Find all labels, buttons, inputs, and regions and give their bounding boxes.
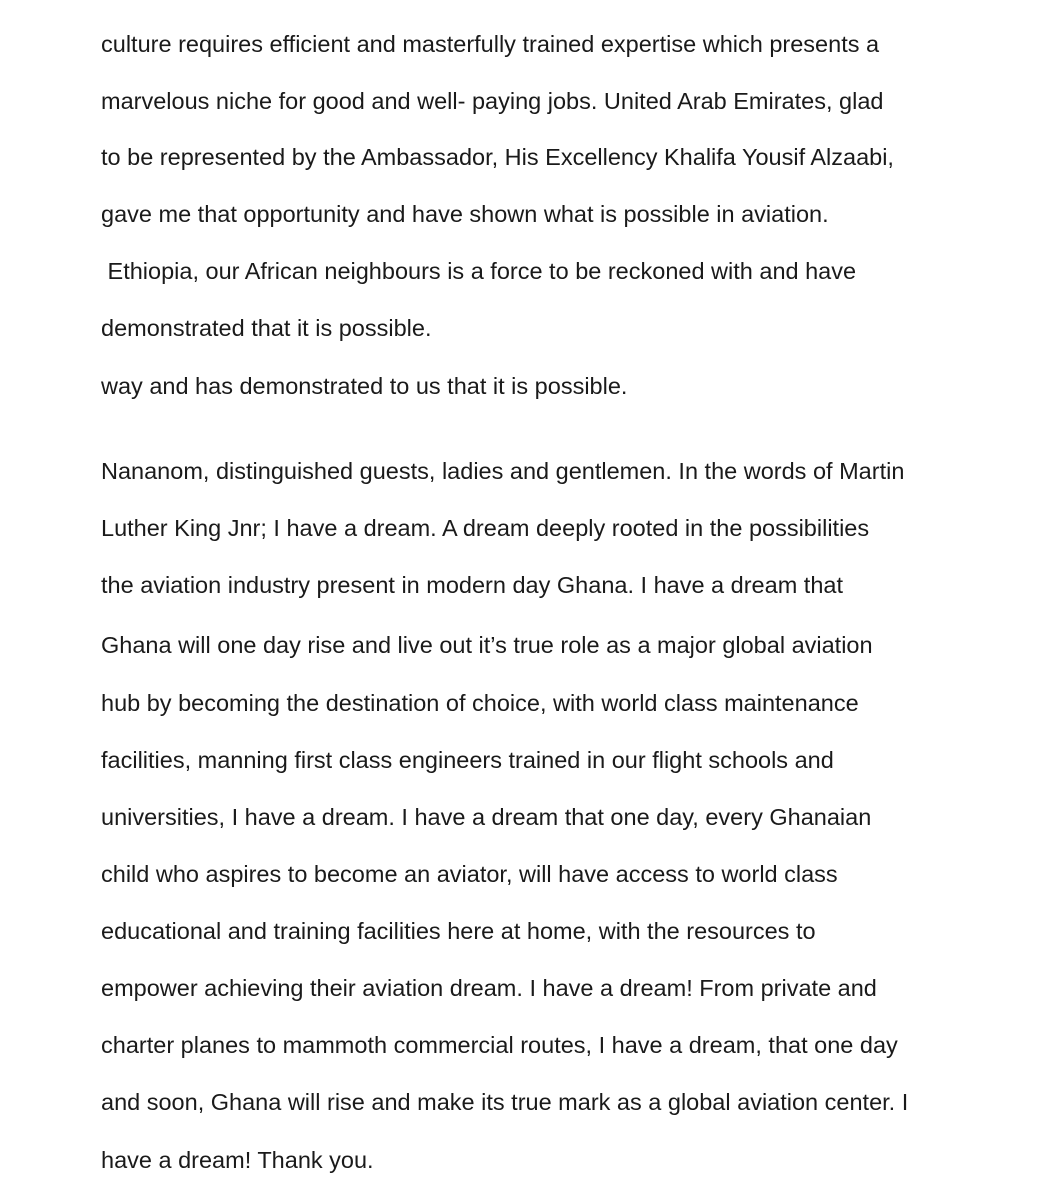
text-line: hub by becoming the destination of choice, with world class maintenance (101, 690, 859, 716)
text-line: child who aspires to become an aviator, will have access to world class (101, 861, 838, 887)
text-line: the aviation industry present in modern day Ghana. I have a dream that (101, 572, 843, 598)
text-line: marvelous niche for good and well- paying jobs. United Arab Emirates, glad (101, 88, 884, 114)
text-line: to be represented by the Ambassador, His Excellency Khalifa Yousif Alzaabi, (101, 144, 894, 170)
text-line: facilities, manning first class engineers trained in our flight schools and (101, 747, 834, 773)
text-line: educational and training facilities here at home, with the resources to (101, 918, 816, 944)
text-line: culture requires efficient and masterfully trained expertise which presents a (101, 31, 880, 57)
text-line: and soon, Ghana will rise and make its true mark as a global aviation center. I (101, 1089, 909, 1115)
text-line: empower achieving their aviation dream. I have a dream! From private and (101, 975, 877, 1001)
text-line: demonstrated that it is possible. (101, 315, 432, 341)
text-line: charter planes to mammoth commercial routes, I have a dream, that one day (101, 1032, 898, 1058)
text-line: Ghana will one day rise and live out it’s true role as a major global aviation (101, 632, 873, 658)
text-line: way and has demonstrated to us that it is possible. (101, 373, 628, 399)
text-line: Luther King Jnr; I have a dream. A dream deeply rooted in the possibilities (101, 515, 870, 541)
text-line: have a dream! Thank you. (101, 1147, 374, 1173)
text-line: Nananom, distinguished guests, ladies and gentlemen. In the words of Martin (101, 458, 905, 484)
text-line: Ethiopia, our African neighbours is a force to be reckoned with and have (101, 258, 857, 284)
text-line: gave me that opportunity and have shown what is possible in aviation. (101, 201, 829, 227)
text-line: universities, I have a dream. I have a dream that one day, every Ghanaian (101, 804, 872, 830)
